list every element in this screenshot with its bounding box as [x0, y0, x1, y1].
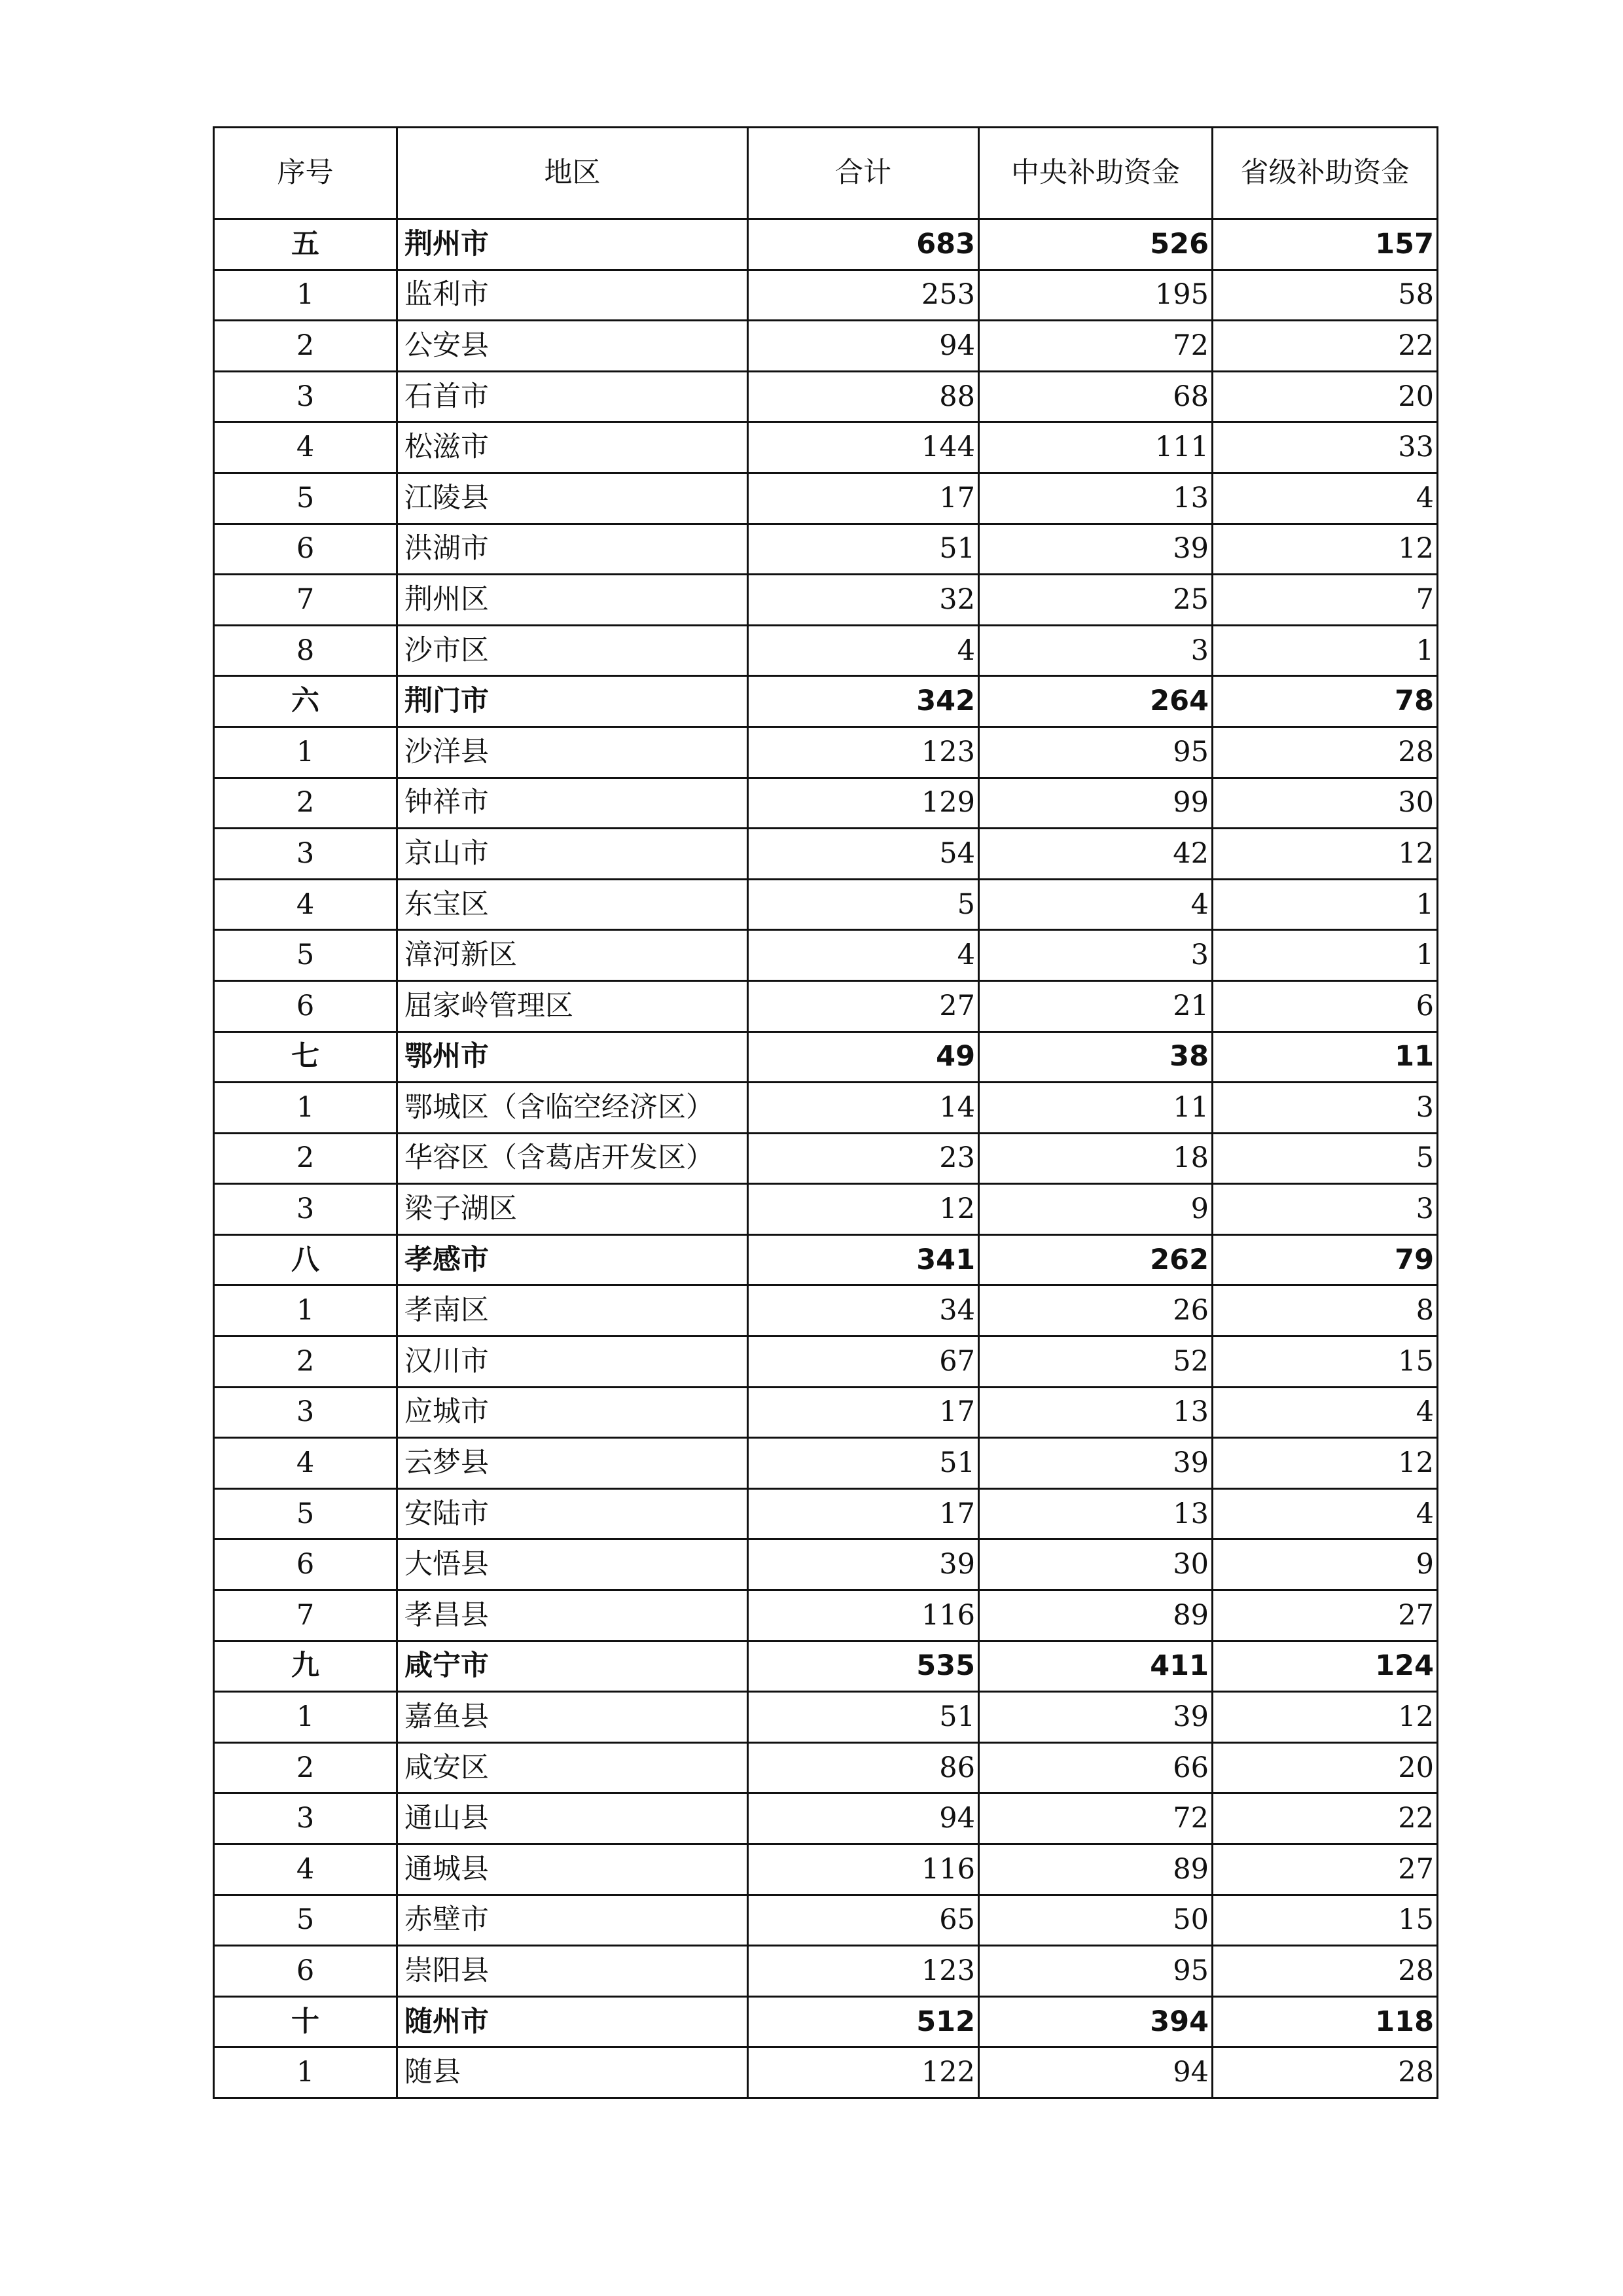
- cell-region: 鄂城区（含临空经济区）: [397, 1083, 748, 1134]
- header-seq: 序号: [214, 128, 397, 219]
- cell-seq: 3: [214, 1184, 397, 1235]
- table-body: [214, 219, 1438, 2098]
- cell-region: 随县: [397, 2047, 748, 2098]
- cell-provincial-subsidy: 22: [1213, 321, 1438, 372]
- cell-region: 咸宁市: [397, 1641, 748, 1692]
- cell-provincial-subsidy: 6: [1213, 980, 1438, 1031]
- cell-seq: 七: [214, 1031, 397, 1083]
- city-subtotal-row: [214, 676, 1438, 727]
- cell-seq: 4: [214, 422, 397, 473]
- cell-total: 51: [748, 524, 979, 575]
- cell-region: 孝昌县: [397, 1590, 748, 1641]
- cell-seq: 五: [214, 219, 397, 270]
- cell-region: 沙市区: [397, 625, 748, 676]
- cell-seq: 1: [214, 1692, 397, 1743]
- cell-provincial-subsidy: 157: [1213, 219, 1438, 270]
- cell-central-subsidy: 94: [979, 2047, 1213, 2098]
- cell-central-subsidy: 13: [979, 1488, 1213, 1539]
- table-row: [214, 1742, 1438, 1793]
- cell-provincial-subsidy: 3: [1213, 1184, 1438, 1235]
- cell-region: 京山市: [397, 829, 748, 880]
- cell-total: 342: [748, 676, 979, 727]
- cell-provincial-subsidy: 1: [1213, 930, 1438, 981]
- cell-seq: 4: [214, 879, 397, 930]
- cell-region: 赤壁市: [397, 1895, 748, 1946]
- cell-central-subsidy: 42: [979, 829, 1213, 880]
- cell-region: 漳河新区: [397, 930, 748, 981]
- city-subtotal-row: [214, 1234, 1438, 1285]
- table-row: [214, 879, 1438, 930]
- cell-seq: 3: [214, 371, 397, 422]
- cell-total: 123: [748, 726, 979, 778]
- table-row: [214, 1285, 1438, 1336]
- table-row: [214, 778, 1438, 829]
- cell-region: 东宝区: [397, 879, 748, 930]
- cell-total: 253: [748, 270, 979, 321]
- cell-region: 江陵县: [397, 473, 748, 524]
- cell-total: 129: [748, 778, 979, 829]
- cell-total: 12: [748, 1184, 979, 1235]
- cell-seq: 3: [214, 1793, 397, 1844]
- cell-total: 34: [748, 1285, 979, 1336]
- cell-central-subsidy: 394: [979, 1996, 1213, 2047]
- cell-total: 32: [748, 575, 979, 626]
- cell-total: 65: [748, 1895, 979, 1946]
- cell-central-subsidy: 13: [979, 1387, 1213, 1438]
- table-row: [214, 930, 1438, 981]
- cell-seq: 7: [214, 1590, 397, 1641]
- table-row: [214, 371, 1438, 422]
- cell-total: 17: [748, 1387, 979, 1438]
- table-row: [214, 1895, 1438, 1946]
- cell-seq: 3: [214, 829, 397, 880]
- cell-provincial-subsidy: 28: [1213, 1946, 1438, 1997]
- cell-central-subsidy: 25: [979, 575, 1213, 626]
- cell-total: 123: [748, 1946, 979, 1997]
- cell-seq: 6: [214, 1539, 397, 1590]
- city-subtotal-row: [214, 1641, 1438, 1692]
- cell-total: 51: [748, 1692, 979, 1743]
- cell-central-subsidy: 68: [979, 371, 1213, 422]
- cell-seq: 1: [214, 726, 397, 778]
- cell-total: 49: [748, 1031, 979, 1083]
- cell-region: 钟祥市: [397, 778, 748, 829]
- cell-seq: 十: [214, 1996, 397, 2047]
- cell-seq: 2: [214, 321, 397, 372]
- cell-seq: 6: [214, 524, 397, 575]
- cell-total: 17: [748, 473, 979, 524]
- cell-central-subsidy: 18: [979, 1133, 1213, 1184]
- cell-seq: 6: [214, 1946, 397, 1997]
- cell-central-subsidy: 3: [979, 625, 1213, 676]
- table-row: [214, 1438, 1438, 1489]
- table-row: [214, 575, 1438, 626]
- cell-region: 崇阳县: [397, 1946, 748, 1997]
- cell-region: 屈家岭管理区: [397, 980, 748, 1031]
- cell-provincial-subsidy: 27: [1213, 1590, 1438, 1641]
- cell-central-subsidy: 195: [979, 270, 1213, 321]
- cell-region: 石首市: [397, 371, 748, 422]
- cell-seq: 1: [214, 2047, 397, 2098]
- cell-central-subsidy: 50: [979, 1895, 1213, 1946]
- cell-region: 洪湖市: [397, 524, 748, 575]
- cell-total: 94: [748, 1793, 979, 1844]
- cell-region: 云梦县: [397, 1438, 748, 1489]
- cell-region: 鄂州市: [397, 1031, 748, 1083]
- cell-central-subsidy: 52: [979, 1336, 1213, 1388]
- cell-region: 嘉鱼县: [397, 1692, 748, 1743]
- cell-total: 51: [748, 1438, 979, 1489]
- cell-seq: 4: [214, 1438, 397, 1489]
- table-row: [214, 270, 1438, 321]
- cell-provincial-subsidy: 20: [1213, 371, 1438, 422]
- cell-region: 沙洋县: [397, 726, 748, 778]
- cell-total: 5: [748, 879, 979, 930]
- cell-central-subsidy: 39: [979, 1438, 1213, 1489]
- cell-provincial-subsidy: 22: [1213, 1793, 1438, 1844]
- cell-provincial-subsidy: 3: [1213, 1083, 1438, 1134]
- cell-provincial-subsidy: 5: [1213, 1133, 1438, 1184]
- table-header: [214, 128, 1438, 219]
- cell-provincial-subsidy: 78: [1213, 676, 1438, 727]
- cell-seq: 1: [214, 1285, 397, 1336]
- table-row: [214, 1488, 1438, 1539]
- city-subtotal-row: [214, 219, 1438, 270]
- cell-seq: 2: [214, 1336, 397, 1388]
- cell-central-subsidy: 95: [979, 1946, 1213, 1997]
- cell-region: 通城县: [397, 1844, 748, 1895]
- header-row: [214, 128, 1438, 219]
- cell-seq: 八: [214, 1234, 397, 1285]
- cell-provincial-subsidy: 124: [1213, 1641, 1438, 1692]
- cell-provincial-subsidy: 12: [1213, 829, 1438, 880]
- cell-seq: 6: [214, 980, 397, 1031]
- cell-provincial-subsidy: 118: [1213, 1996, 1438, 2047]
- cell-total: 122: [748, 2047, 979, 2098]
- cell-seq: 7: [214, 575, 397, 626]
- cell-central-subsidy: 264: [979, 676, 1213, 727]
- cell-total: 535: [748, 1641, 979, 1692]
- cell-provincial-subsidy: 1: [1213, 625, 1438, 676]
- cell-seq: 5: [214, 1488, 397, 1539]
- cell-provincial-subsidy: 4: [1213, 1488, 1438, 1539]
- cell-provincial-subsidy: 28: [1213, 726, 1438, 778]
- city-subtotal-row: [214, 1031, 1438, 1083]
- cell-central-subsidy: 4: [979, 879, 1213, 930]
- cell-seq: 九: [214, 1641, 397, 1692]
- cell-provincial-subsidy: 8: [1213, 1285, 1438, 1336]
- cell-seq: 1: [214, 1083, 397, 1134]
- cell-region: 应城市: [397, 1387, 748, 1438]
- cell-region: 华容区（含葛店开发区）: [397, 1133, 748, 1184]
- cell-total: 39: [748, 1539, 979, 1590]
- cell-total: 86: [748, 1742, 979, 1793]
- cell-total: 88: [748, 371, 979, 422]
- cell-seq: 8: [214, 625, 397, 676]
- cell-central-subsidy: 99: [979, 778, 1213, 829]
- cell-central-subsidy: 411: [979, 1641, 1213, 1692]
- cell-provincial-subsidy: 30: [1213, 778, 1438, 829]
- cell-seq: 5: [214, 1895, 397, 1946]
- cell-seq: 5: [214, 930, 397, 981]
- cell-central-subsidy: 111: [979, 422, 1213, 473]
- cell-provincial-subsidy: 27: [1213, 1844, 1438, 1895]
- cell-seq: 1: [214, 270, 397, 321]
- cell-total: 17: [748, 1488, 979, 1539]
- cell-total: 512: [748, 1996, 979, 2047]
- cell-provincial-subsidy: 28: [1213, 2047, 1438, 2098]
- cell-central-subsidy: 9: [979, 1184, 1213, 1235]
- cell-provincial-subsidy: 33: [1213, 422, 1438, 473]
- subsidy-table: [213, 126, 1438, 2099]
- cell-total: 116: [748, 1590, 979, 1641]
- cell-central-subsidy: 89: [979, 1590, 1213, 1641]
- table-row: [214, 1844, 1438, 1895]
- cell-provincial-subsidy: 7: [1213, 575, 1438, 626]
- cell-total: 341: [748, 1234, 979, 1285]
- cell-central-subsidy: 21: [979, 980, 1213, 1031]
- cell-total: 94: [748, 321, 979, 372]
- cell-seq: 5: [214, 473, 397, 524]
- cell-provincial-subsidy: 4: [1213, 1387, 1438, 1438]
- table-row: [214, 1590, 1438, 1641]
- cell-region: 松滋市: [397, 422, 748, 473]
- cell-provincial-subsidy: 12: [1213, 1438, 1438, 1489]
- table-row: [214, 1793, 1438, 1844]
- cell-central-subsidy: 72: [979, 321, 1213, 372]
- cell-total: 67: [748, 1336, 979, 1388]
- cell-provincial-subsidy: 79: [1213, 1234, 1438, 1285]
- cell-region: 汉川市: [397, 1336, 748, 1388]
- cell-seq: 2: [214, 778, 397, 829]
- header-provincial-subsidy: 省级补助资金: [1213, 128, 1438, 219]
- cell-region: 孝感市: [397, 1234, 748, 1285]
- table-row: [214, 1539, 1438, 1590]
- table-row: [214, 1336, 1438, 1388]
- cell-central-subsidy: 66: [979, 1742, 1213, 1793]
- table-row: [214, 1387, 1438, 1438]
- cell-region: 荆州区: [397, 575, 748, 626]
- cell-total: 4: [748, 625, 979, 676]
- cell-seq: 六: [214, 676, 397, 727]
- cell-provincial-subsidy: 20: [1213, 1742, 1438, 1793]
- cell-seq: 2: [214, 1742, 397, 1793]
- header-total: 合计: [748, 128, 979, 219]
- table-row: [214, 625, 1438, 676]
- cell-region: 咸安区: [397, 1742, 748, 1793]
- cell-central-subsidy: 30: [979, 1539, 1213, 1590]
- cell-provincial-subsidy: 12: [1213, 524, 1438, 575]
- cell-central-subsidy: 3: [979, 930, 1213, 981]
- cell-central-subsidy: 11: [979, 1083, 1213, 1134]
- cell-seq: 3: [214, 1387, 397, 1438]
- cell-provincial-subsidy: 1: [1213, 879, 1438, 930]
- cell-provincial-subsidy: 12: [1213, 1692, 1438, 1743]
- cell-region: 随州市: [397, 1996, 748, 2047]
- header-central-subsidy: 中央补助资金: [979, 128, 1213, 219]
- table-row: [214, 1083, 1438, 1134]
- cell-central-subsidy: 72: [979, 1793, 1213, 1844]
- table-row: [214, 829, 1438, 880]
- cell-central-subsidy: 38: [979, 1031, 1213, 1083]
- cell-seq: 2: [214, 1133, 397, 1184]
- city-subtotal-row: [214, 1996, 1438, 2047]
- table-row: [214, 1946, 1438, 1997]
- cell-region: 孝南区: [397, 1285, 748, 1336]
- cell-provincial-subsidy: 9: [1213, 1539, 1438, 1590]
- cell-region: 监利市: [397, 270, 748, 321]
- cell-central-subsidy: 89: [979, 1844, 1213, 1895]
- cell-central-subsidy: 26: [979, 1285, 1213, 1336]
- cell-total: 23: [748, 1133, 979, 1184]
- table-row: [214, 321, 1438, 372]
- table-row: [214, 1184, 1438, 1235]
- cell-provincial-subsidy: 58: [1213, 270, 1438, 321]
- cell-region: 通山县: [397, 1793, 748, 1844]
- cell-provincial-subsidy: 15: [1213, 1336, 1438, 1388]
- cell-region: 公安县: [397, 321, 748, 372]
- cell-region: 大悟县: [397, 1539, 748, 1590]
- table-row: [214, 1133, 1438, 1184]
- cell-total: 144: [748, 422, 979, 473]
- cell-region: 荆门市: [397, 676, 748, 727]
- cell-total: 683: [748, 219, 979, 270]
- table-row: [214, 1692, 1438, 1743]
- cell-central-subsidy: 39: [979, 1692, 1213, 1743]
- table-row: [214, 524, 1438, 575]
- cell-seq: 4: [214, 1844, 397, 1895]
- table-row: [214, 2047, 1438, 2098]
- cell-central-subsidy: 526: [979, 219, 1213, 270]
- cell-total: 54: [748, 829, 979, 880]
- cell-total: 4: [748, 930, 979, 981]
- table-row: [214, 726, 1438, 778]
- cell-total: 116: [748, 1844, 979, 1895]
- table-row: [214, 473, 1438, 524]
- cell-provincial-subsidy: 15: [1213, 1895, 1438, 1946]
- cell-total: 27: [748, 980, 979, 1031]
- table-row: [214, 422, 1438, 473]
- header-region: 地区: [397, 128, 748, 219]
- cell-region: 荆州市: [397, 219, 748, 270]
- cell-provincial-subsidy: 4: [1213, 473, 1438, 524]
- cell-provincial-subsidy: 11: [1213, 1031, 1438, 1083]
- cell-region: 安陆市: [397, 1488, 748, 1539]
- cell-central-subsidy: 39: [979, 524, 1213, 575]
- cell-total: 14: [748, 1083, 979, 1134]
- cell-central-subsidy: 262: [979, 1234, 1213, 1285]
- cell-region: 梁子湖区: [397, 1184, 748, 1235]
- table-row: [214, 980, 1438, 1031]
- cell-central-subsidy: 13: [979, 473, 1213, 524]
- cell-central-subsidy: 95: [979, 726, 1213, 778]
